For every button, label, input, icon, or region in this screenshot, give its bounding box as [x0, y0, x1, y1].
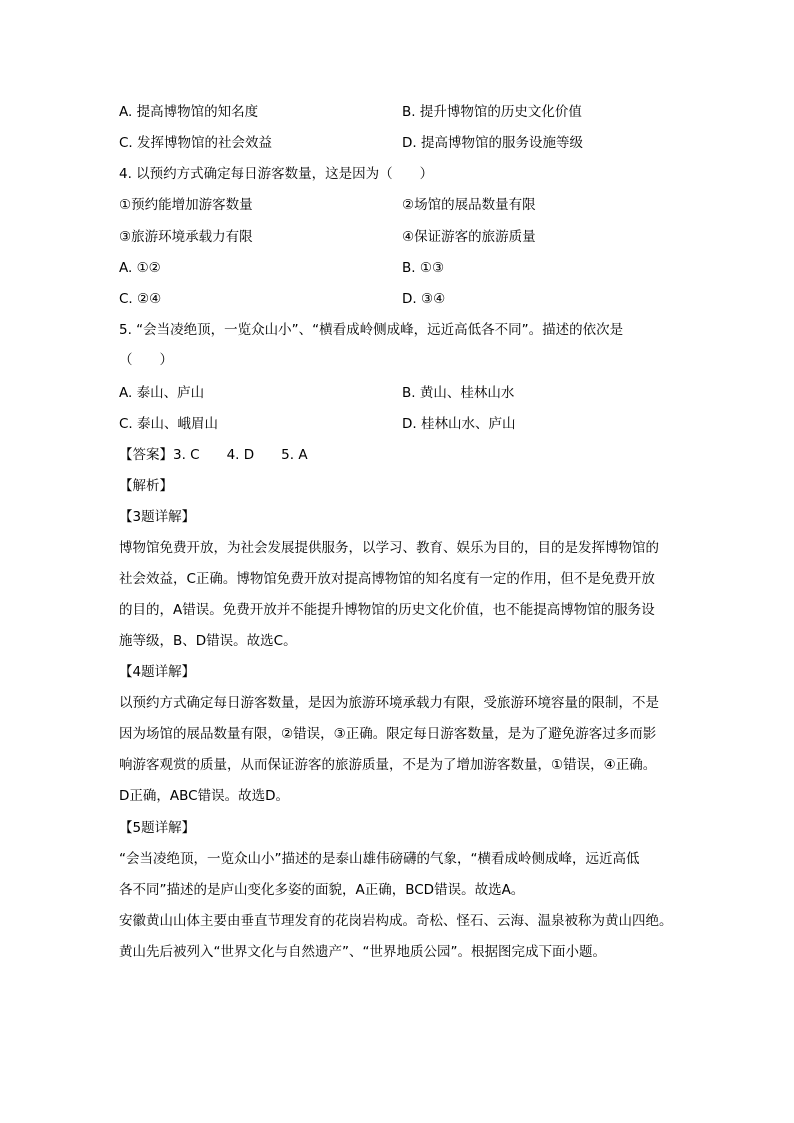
q4-option-a: A. ①② — [119, 260, 161, 276]
q5-stem-line-1: 5. “会当凌绝顶，一览众山小”、“横看成岭侧成峰，远近高低各不同”。描述的依次是 — [119, 322, 624, 338]
q5-detail-line-2: 各不同”描述的是庐山变化多姿的面貌，A正确，BCD错误。故选A。 — [119, 882, 525, 898]
q5-option-d: D. 桂林山水、庐山 — [402, 416, 516, 432]
q4-option-c: C. ②④ — [119, 291, 162, 307]
q4-statement-4: ④保证游客的旅游质量 — [402, 229, 536, 245]
q5-option-a: A. 泰山、庐山 — [119, 385, 205, 401]
q4-detail-line-4: D正确，ABC错误。故选D。 — [119, 788, 289, 804]
intro-line-2: 黄山先后被列入“世界文化与自然遗产”、“世界地质公园”。根据图完成下面小题。 — [119, 944, 606, 960]
q4-stem: 4. 以预约方式确定每日游客数量，这是因为（ ） — [119, 166, 434, 182]
q3-option-d: D. 提高博物馆的服务设施等级 — [402, 135, 583, 151]
q4-statement-2: ②场馆的展品数量有限 — [402, 197, 536, 213]
q5-stem-line-2: （ ） — [119, 352, 173, 368]
analysis-label: 【解析】 — [119, 478, 173, 494]
q4-detail-line-1: 以预约方式确定每日游客数量，是因为旅游环境承载力有限，受旅游环境容量的限制，不是 — [119, 695, 659, 711]
q4-statement-3: ③旅游环境承载力有限 — [119, 229, 253, 245]
answer-line: 【答案】3. C 4. D 5. A — [119, 447, 308, 463]
q5-option-b: B. 黄山、桂林山水 — [402, 385, 515, 401]
q4-statement-1: ①预约能增加游客数量 — [119, 197, 253, 213]
q5-detail-title: 【5题详解】 — [119, 820, 196, 836]
q4-option-d: D. ③④ — [402, 291, 446, 307]
q5-option-c: C. 泰山、峨眉山 — [119, 416, 219, 432]
intro-line-1: 安徽黄山山体主要由垂直节理发育的花岗岩构成。奇松、怪石、云海、温泉被称为黄山四绝。 — [119, 913, 673, 929]
q3-option-a: A. 提高博物馆的知名度 — [119, 104, 259, 120]
q3-detail-line-2: 社会效益，C正确。博物馆免费开放对提高博物馆的知名度有一定的作用，但不是免费开放 — [119, 571, 655, 587]
q4-option-b: B. ①③ — [402, 260, 445, 276]
q3-option-b: B. 提升博物馆的历史文化价值 — [402, 104, 582, 120]
q3-detail-title: 【3题详解】 — [119, 509, 196, 525]
q3-option-c: C. 发挥博物馆的社会效益 — [119, 135, 273, 151]
q4-detail-title: 【4题详解】 — [119, 664, 196, 680]
q5-detail-line-1: “会当凌绝顶，一览众山小”描述的是泰山雄伟磅礴的气象，“横看成岭侧成峰，远近高低 — [119, 851, 640, 867]
q4-detail-line-3: 响游客观赏的质量，从而保证游客的旅游质量，不是为了增加游客数量，①错误，④正确。 — [119, 757, 657, 773]
q4-detail-line-2: 因为场馆的展品数量有限，②错误，③正确。限定每日游客数量，是为了避免游客过多而影 — [119, 726, 657, 742]
q3-detail-line-3: 的目的，A错误。免费开放并不能提升博物馆的历史文化价值，也不能提高博物馆的服务设 — [119, 602, 655, 618]
q3-detail-line-1: 博物馆免费开放，为社会发展提供服务，以学习、教育、娱乐为目的，目的是发挥博物馆的 — [119, 540, 659, 556]
q3-detail-line-4: 施等级，B、D错误。故选C。 — [119, 633, 297, 649]
